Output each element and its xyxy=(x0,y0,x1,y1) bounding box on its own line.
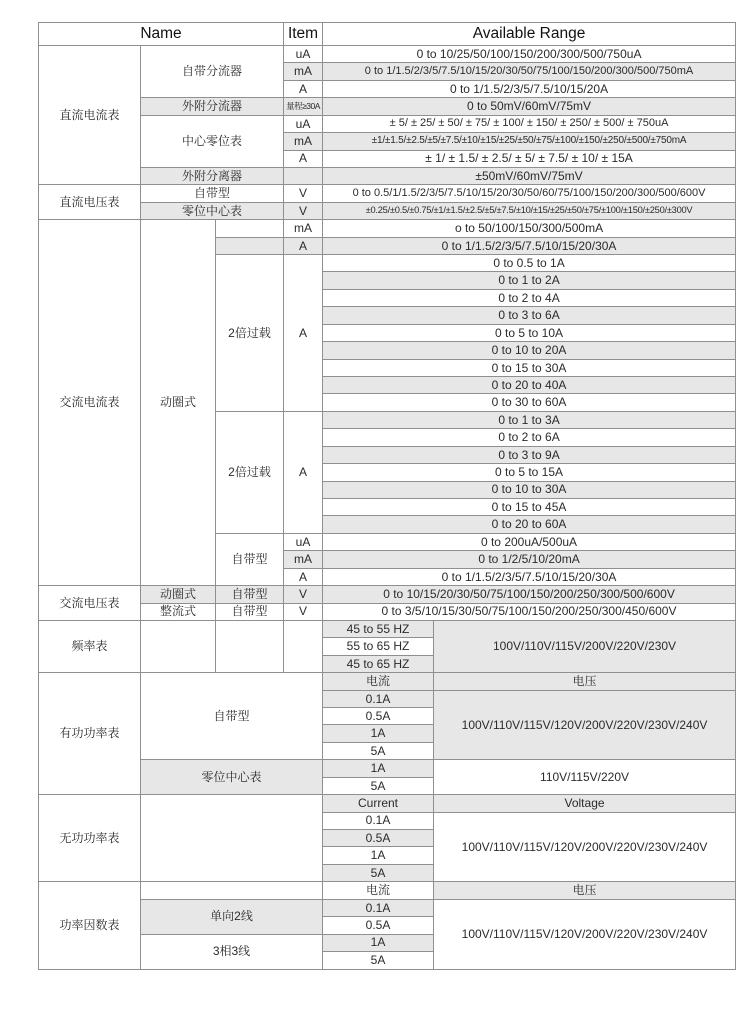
table-cell: mA xyxy=(284,551,323,568)
header-available-range: Available Range xyxy=(323,23,736,46)
table-row xyxy=(39,98,736,115)
table-cell: 1A xyxy=(323,725,434,742)
table-cell: 0 to 2 to 6A xyxy=(323,429,736,446)
table-cell: 0 to 1/1.5/2/3/5/7.5/10/15/20/30/50/75/100/150/200/300/500/750mA xyxy=(323,63,736,80)
table-cell: 零位中心表 xyxy=(141,202,284,219)
table-cell: mA xyxy=(284,133,323,150)
table-cell xyxy=(141,882,323,899)
table-cell: 5A xyxy=(323,742,434,759)
table-cell: 有功功率表 xyxy=(39,673,141,795)
table-cell: ± 1/ ± 1.5/ ± 2.5/ ± 5/ ± 7.5/ ± 10/ ± 15A xyxy=(323,150,736,167)
table-cell: ±50mV/60mV/75mV xyxy=(323,167,736,184)
table-cell: 45 to 55 HZ xyxy=(323,620,434,637)
table-row xyxy=(39,899,736,916)
table-row xyxy=(39,185,736,202)
table-cell: 0 to 3/5/10/15/30/50/75/100/150/200/250/300/450/600V xyxy=(323,603,736,620)
header-item: Item xyxy=(284,23,323,46)
table-cell: 0.1A xyxy=(323,690,434,707)
table-cell: 100V/110V/115V/120V/200V/220V/230V/240V xyxy=(434,690,736,760)
table-cell xyxy=(284,167,323,184)
table-cell: 0 to 10/25/50/100/150/200/300/500/750uA xyxy=(323,46,736,63)
table-cell: 100V/110V/115V/200V/220V/230V xyxy=(434,620,736,672)
table-cell: 整流式 xyxy=(141,603,216,620)
table-cell: V xyxy=(284,586,323,603)
table-cell: 交流电流表 xyxy=(39,220,141,586)
table-cell: uA xyxy=(284,46,323,63)
table-cell: 0 to 1/1.5/2/3/5/7.5/10/15/20/30A xyxy=(323,237,736,254)
table-cell xyxy=(284,620,323,672)
table-cell: 0 to 15 to 45A xyxy=(323,498,736,515)
table-cell: 直流电压表 xyxy=(39,185,141,220)
table-cell: 0 to 0.5 to 1A xyxy=(323,255,736,272)
table-row xyxy=(39,673,736,690)
table-cell: 0 to 50mV/60mV/75mV xyxy=(323,98,736,115)
table-cell: 0 to 1/1.5/2/3/5/7.5/10/15/20A xyxy=(323,80,736,97)
table-cell: 电流 xyxy=(323,882,434,899)
table-cell: ±0.25/±0.5/±0.75/±1/±1.5/±2.5/±5/±7.5/±10/±15/±25/±50/±75/±100/±150/±250/±300V xyxy=(323,202,736,219)
table-cell: 电压 xyxy=(434,673,736,690)
table-cell: o to 50/100/150/300/500mA xyxy=(323,220,736,237)
table-cell: 0 to 10 to 20A xyxy=(323,342,736,359)
table-cell: 0 to 200uA/500uA xyxy=(323,533,736,550)
table-cell: 无功功率表 xyxy=(39,795,141,882)
table-cell xyxy=(216,220,284,237)
table-cell: 0 to 20 to 60A xyxy=(323,516,736,533)
table-cell: 0 to 3 to 6A xyxy=(323,307,736,324)
table-cell: 直流电流表 xyxy=(39,46,141,185)
table-cell: 0 to 10 to 30A xyxy=(323,481,736,498)
table-cell xyxy=(216,620,284,672)
table-cell: 0.1A xyxy=(323,899,434,916)
spec-table xyxy=(38,22,736,970)
table-cell: mA xyxy=(284,220,323,237)
table-cell: A xyxy=(284,411,323,533)
table-cell: 55 to 65 HZ xyxy=(323,638,434,655)
table-cell: A xyxy=(284,237,323,254)
table-cell: 0 to 0.5/1/1.5/2/3/5/7.5/10/15/20/30/50/60/75/100/150/200/300/500/600V xyxy=(323,185,736,202)
table-cell: 量程≥30A xyxy=(284,98,323,115)
table-cell: 0 to 20 to 40A xyxy=(323,377,736,394)
table-cell: 自带型 xyxy=(141,185,284,202)
table-cell: 100V/110V/115V/120V/200V/220V/230V/240V xyxy=(434,899,736,969)
table-cell: 100V/110V/115V/120V/200V/220V/230V/240V xyxy=(434,812,736,882)
table-cell: A xyxy=(284,255,323,412)
table-cell: 0 to 1/1.5/2/3/5/7.5/10/15/20/30A xyxy=(323,568,736,585)
table-cell: 0.5A xyxy=(323,708,434,725)
table-cell: 自带分流器 xyxy=(141,46,284,98)
table-cell: 5A xyxy=(323,951,434,969)
table-cell: 自带型 xyxy=(216,586,284,603)
table-cell: A xyxy=(284,568,323,585)
table-cell: 0.5A xyxy=(323,829,434,846)
table-cell: 自带型 xyxy=(216,603,284,620)
table-cell: mA xyxy=(284,63,323,80)
table-cell: 动圈式 xyxy=(141,220,216,586)
table-cell: 单向2线 xyxy=(141,899,323,934)
table-row xyxy=(39,620,736,637)
table-cell: uA xyxy=(284,115,323,132)
table-row xyxy=(39,586,736,603)
table-row xyxy=(39,115,736,132)
spec-table-body xyxy=(39,46,736,970)
table-cell xyxy=(141,795,323,882)
table-cell: V xyxy=(284,603,323,620)
table-cell: 0 to 30 to 60A xyxy=(323,394,736,411)
table-cell: 45 to 65 HZ xyxy=(323,655,434,672)
table-cell: 0 to 10/15/20/30/50/75/100/150/200/250/300/500/600V xyxy=(323,586,736,603)
table-cell: 交流电压表 xyxy=(39,586,141,621)
table-cell: 动圈式 xyxy=(141,586,216,603)
table-cell: V xyxy=(284,202,323,219)
table-cell: 0 to 15 to 30A xyxy=(323,359,736,376)
table-row xyxy=(39,882,736,899)
table-cell: 频率表 xyxy=(39,620,141,672)
table-cell: 零位中心表 xyxy=(141,760,323,795)
table-cell: Voltage xyxy=(434,795,736,812)
table-cell: 2倍过载 xyxy=(216,411,284,533)
table-cell: 电压 xyxy=(434,882,736,899)
table-cell: 功率因数表 xyxy=(39,882,141,970)
table-cell: 5A xyxy=(323,777,434,794)
table-cell: A xyxy=(284,80,323,97)
table-cell: 2倍过载 xyxy=(216,255,284,412)
table-cell: 外附分流器 xyxy=(141,98,284,115)
header-name: Name xyxy=(39,23,284,46)
table-cell: uA xyxy=(284,533,323,550)
table-row xyxy=(39,46,736,63)
table-cell: 3相3线 xyxy=(141,934,323,969)
table-cell: 0 to 1 to 3A xyxy=(323,411,736,428)
table-cell: 电流 xyxy=(323,673,434,690)
table-cell: 110V/115V/220V xyxy=(434,760,736,795)
table-cell: 外附分离器 xyxy=(141,167,284,184)
table-cell: ±1/±1.5/±2.5/±5/±7.5/±10/±15/±25/±50/±75/±100/±150/±250/±500/±750mA xyxy=(323,133,736,150)
table-cell: 0 to 5 to 10A xyxy=(323,324,736,341)
header-row xyxy=(39,23,736,46)
table-row xyxy=(39,220,736,237)
table-cell: 1A xyxy=(323,847,434,864)
table-cell: ± 5/ ± 25/ ± 50/ ± 75/ ± 100/ ± 150/ ± 250/ ± 500/ ± 750uA xyxy=(323,115,736,132)
table-row xyxy=(39,760,736,777)
table-cell: 0.1A xyxy=(323,812,434,829)
table-cell: 0.5A xyxy=(323,917,434,934)
table-row xyxy=(39,167,736,184)
table-cell: 中心零位表 xyxy=(141,115,284,167)
table-cell: 1A xyxy=(323,934,434,951)
table-cell: 0 to 5 to 15A xyxy=(323,464,736,481)
table-row xyxy=(39,603,736,620)
table-cell xyxy=(216,237,284,254)
table-cell: 自带型 xyxy=(216,533,284,585)
table-row xyxy=(39,202,736,219)
table-cell: 自带型 xyxy=(141,673,323,760)
table-cell: V xyxy=(284,185,323,202)
table-cell: 0 to 1/2/5/10/20mA xyxy=(323,551,736,568)
table-cell: 1A xyxy=(323,760,434,777)
table-cell: A xyxy=(284,150,323,167)
table-row xyxy=(39,795,736,812)
table-cell: 0 to 3 to 9A xyxy=(323,446,736,463)
table-cell: 0 to 1 to 2A xyxy=(323,272,736,289)
table-cell: Current xyxy=(323,795,434,812)
table-cell xyxy=(141,620,216,672)
table-cell: 0 to 2 to 4A xyxy=(323,289,736,306)
table-cell: 5A xyxy=(323,864,434,881)
